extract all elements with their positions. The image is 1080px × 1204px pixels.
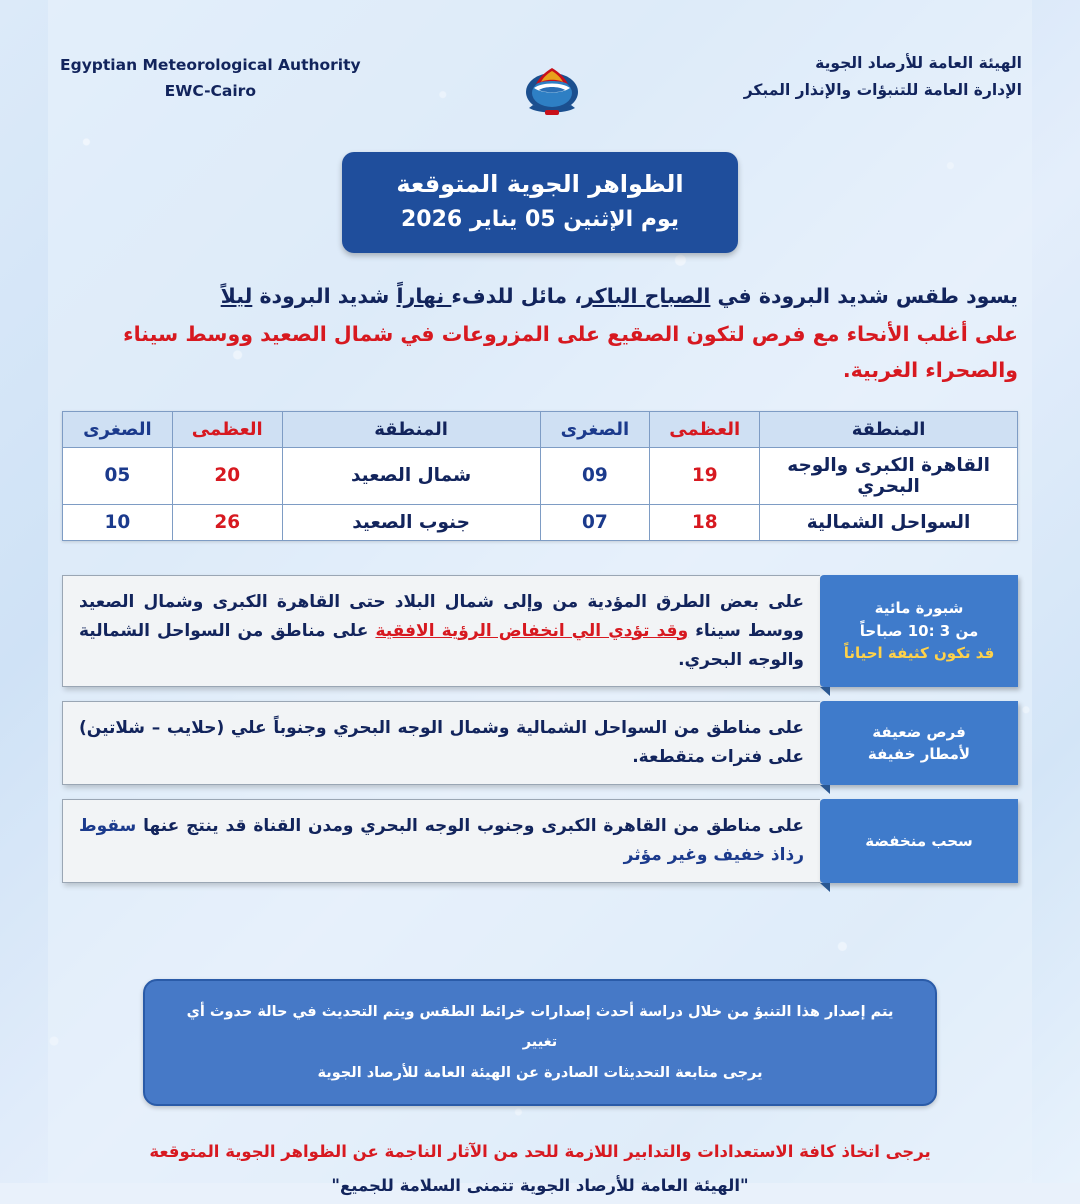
phenomenon-low-clouds-tag — [820, 799, 1018, 883]
rain-desc-part-1: على مناطق من السواحل الشمالية وشمال الوجه البحري وجنوباً علي (حلايب – شلاتين) على فترات متقطعة. — [79, 718, 804, 768]
summary-seg-6: للدفء — [451, 284, 514, 309]
fog-tag-line-2: من 3 :10 صباحاً — [859, 621, 979, 640]
summary-seg-1: يسود طقس — [888, 284, 1018, 309]
ema-eagle-logo-icon — [509, 60, 595, 122]
document-footer — [0, 1136, 1080, 1204]
header-min-right: الصغرى — [540, 411, 650, 447]
bulletin-date: يوم الإثنين 05 يناير 2026 — [400, 207, 680, 232]
summary-paragraph-2: على أغلب الأنحاء مع فرص لتكون الصقيع على المزروعات في شمال الصعيد ووسط سيناء والصحراء الغربية. — [123, 322, 1018, 382]
bulletin-title: الظواهر الجوية المتوقعة — [396, 170, 684, 198]
header-region-left: المنطقة — [282, 411, 540, 447]
summary-paragraph-1 — [62, 279, 1018, 315]
row0-region-left: شمال الصعيد — [282, 447, 540, 504]
update-note — [143, 979, 937, 1106]
rain-tag-line-1: فرص ضعيفة — [872, 722, 966, 741]
row1-region-left: جنوب الصعيد — [282, 504, 540, 540]
phenomena-list — [62, 575, 1018, 883]
table-row — [63, 447, 1018, 504]
header-min-left: الصغرى — [63, 411, 173, 447]
temperature-table-head — [63, 411, 1018, 447]
row0-min-left: 05 — [63, 447, 173, 504]
weather-summary — [62, 279, 1018, 389]
rain-tag-line-2: لأمطار خفيفة — [867, 745, 971, 764]
fog-desc-part-2: على مناطق من السواحل الشمالية والوجه البحري. — [79, 620, 804, 670]
authority-line-2: الإدارة العامة للتنبؤات والإنذار المبكر — [743, 81, 1022, 100]
phenomenon-fog-tag — [820, 575, 1018, 688]
phenomenon-rain-description — [62, 701, 820, 785]
phenomenon-low-clouds — [62, 799, 1018, 883]
row1-min-left: 10 — [63, 504, 173, 540]
table-header-row — [63, 411, 1018, 447]
low-clouds-desc-part-1: على مناطق من القاهرة الكبرى وجنوب الوجه البحري ومدن القناة قد ينتج عنها — [136, 816, 804, 837]
low-clouds-tag-line-1: سحب منخفضة — [865, 831, 973, 850]
summary-seg-8: شديد البرودة — [252, 284, 397, 309]
header-max-left: العظمى — [172, 411, 282, 447]
summary-seg-5: ، مائل — [513, 284, 583, 309]
row0-min-right: 09 — [540, 447, 650, 504]
authority-english-line-2: EWC-Cairo — [164, 82, 256, 101]
row0-max-left: 20 — [172, 447, 282, 504]
fog-desc-highlight: وقد تؤدي الي انخفاض الرؤية الافقية — [375, 620, 689, 641]
row0-max-right: 19 — [650, 447, 760, 504]
summary-seg-4: الصباح الباكر — [582, 284, 711, 309]
temperature-table — [62, 411, 1018, 541]
phenomenon-fog-description — [62, 575, 820, 688]
authority-name-english — [60, 50, 361, 105]
phenomenon-fog — [62, 575, 1018, 688]
header-max-right: العظمى — [650, 411, 760, 447]
row1-max-right: 18 — [650, 504, 760, 540]
row1-region-right: السواحل الشمالية — [760, 504, 1018, 540]
phenomenon-rain — [62, 701, 1018, 785]
fog-tag-line-1: شبورة مائية — [874, 599, 964, 618]
summary-seg-9: ليلاً — [220, 284, 253, 309]
authority-line-1: الهيئة العامة للأرصاد الجوية — [815, 54, 1022, 72]
footer-advisory: يرجى اتخاذ كافة الاستعدادات والتدابير اللازمة للحد من الآثار الناجمة عن الظواهر الجوية المتوقعة — [149, 1142, 931, 1162]
fog-tag-warning: قد تكون كثيفة احياناً — [843, 644, 995, 663]
fog-desc-part-1: على بعض الطرق المؤدية من وإلى شمال البلاد حتى القاهرة الكبرى وشمال الصعيد ووسط سيناء — [79, 591, 804, 641]
row1-min-right: 07 — [540, 504, 650, 540]
summary-seg-2: شديد البرودة — [758, 284, 889, 309]
summary-seg-3: في — [710, 284, 759, 309]
update-note-line-1: يتم إصدار هذا التنبؤ من خلال دراسة أحدث إصدارات خرائط الطقس ويتم التحديث في حالة حدوث أي تغيير — [186, 1004, 894, 1051]
row1-max-left: 26 — [172, 504, 282, 540]
row0-region-right: القاهرة الكبرى والوجه البحري — [760, 447, 1018, 504]
summary-seg-7: نهاراً — [396, 284, 452, 309]
phenomenon-rain-tag — [820, 701, 1018, 785]
footer-signature: "الهيئة العامة للأرصاد الجوية تتمنى السلامة للجميع" — [331, 1175, 749, 1195]
phenomenon-low-clouds-description — [62, 799, 820, 883]
update-note-wrap — [0, 979, 1080, 1106]
document-header — [0, 0, 1080, 122]
update-note-line-2: يرجى متابعة التحديثات الصادرة عن الهيئة العامة للأرصاد الجوية — [317, 1064, 763, 1081]
title-banner — [342, 152, 737, 253]
title-banner-wrap — [0, 152, 1080, 253]
temperature-table-wrap — [62, 411, 1018, 541]
authority-name-arabic — [744, 50, 1022, 104]
table-row — [63, 504, 1018, 540]
authority-english-line-1: Egyptian Meteorological Authority — [60, 56, 361, 74]
low-clouds-desc-highlight: سقوط رذاذ خفيف وغير مؤثر — [79, 816, 804, 866]
header-region-right: المنطقة — [760, 411, 1018, 447]
temperature-table-body — [63, 447, 1018, 540]
